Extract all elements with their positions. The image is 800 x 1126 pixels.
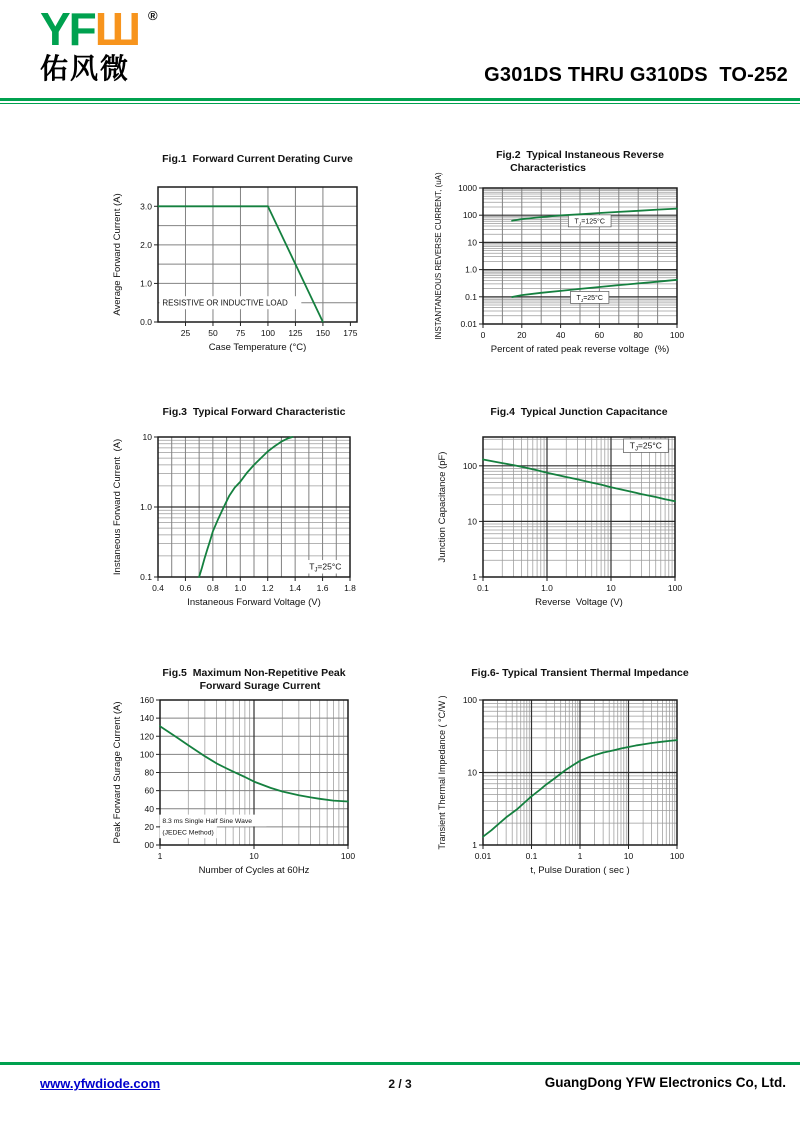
svg-text:20: 20 [144, 821, 154, 832]
svg-text:1: 1 [472, 840, 477, 850]
svg-text:20: 20 [517, 330, 527, 340]
svg-text:100: 100 [667, 583, 683, 593]
svg-text:80: 80 [144, 767, 154, 778]
svg-text:100: 100 [340, 851, 356, 861]
svg-text:0.01: 0.01 [474, 851, 492, 861]
svg-text:Transient Thermal Impedance (: Transient Thermal Impedance ( °C/W ) [437, 695, 447, 850]
svg-text:160: 160 [139, 695, 154, 705]
svg-text:1.0: 1.0 [541, 583, 553, 593]
svg-text:10: 10 [467, 237, 477, 248]
svg-text:60: 60 [594, 330, 605, 340]
page-title: G301DS THRU G310DS TO-252 [484, 64, 788, 86]
svg-text:150: 150 [315, 328, 331, 338]
svg-text:2.0: 2.0 [140, 239, 152, 250]
svg-text:(JEDEC Method): (JEDEC Method) [162, 829, 214, 837]
svg-text:120: 120 [139, 731, 154, 742]
svg-text:100: 100 [462, 210, 477, 221]
svg-text:1: 1 [472, 572, 477, 582]
svg-text:TJ=125°C: $T_J=125^\circ C$ [574, 218, 605, 228]
svg-text:175: 175 [343, 328, 358, 338]
svg-text:40: 40 [144, 803, 154, 814]
svg-text:60: 60 [144, 785, 154, 796]
registered-trademark-icon: ® [148, 8, 158, 23]
svg-text:1: 1 [157, 851, 163, 861]
svg-text:1.4: 1.4 [289, 583, 302, 593]
fig2-chart [423, 148, 723, 380]
svg-text:3.0: 3.0 [140, 201, 152, 212]
svg-text:Fig.1 Forward Current Deratin: Fig.1 Forward Current Derating Curve [162, 153, 353, 165]
svg-text:100: 100 [669, 330, 685, 340]
svg-text:Case Temperature (°C): Case Temperature (°C) [208, 342, 307, 353]
header-divider [0, 98, 800, 104]
yfw-logo [40, 3, 158, 84]
fig6-chart [423, 663, 723, 899]
svg-text:1.0: 1.0 [465, 264, 477, 275]
fig5-chart [98, 663, 398, 899]
svg-text:1.0: 1.0 [140, 502, 152, 512]
svg-text:0.4: 0.4 [152, 583, 164, 593]
svg-text:10: 10 [467, 767, 477, 778]
logo-chinese-name: 佑风微 [40, 53, 131, 84]
svg-text:1.0: 1.0 [234, 583, 247, 593]
svg-text:10: 10 [142, 432, 152, 442]
website-link[interactable]: www.yfwdiode.com [40, 1076, 161, 1091]
svg-text:10: 10 [623, 851, 634, 861]
svg-text:Percent of rated peak reverse: Percent of rated peak reverse voltage (%) [490, 344, 670, 355]
svg-text:1.0: 1.0 [140, 278, 152, 289]
svg-text:Instaneous Forward Voltage (V): Instaneous Forward Voltage (V) [187, 597, 321, 608]
svg-text:10: 10 [606, 583, 616, 593]
svg-text:0.0: 0.0 [140, 317, 152, 327]
svg-text:100: 100 [462, 695, 477, 705]
logo-yf-letters: YF [40, 3, 95, 55]
svg-text:TJ=25°C: $T_J=25^\circ C$ [629, 440, 662, 453]
yfw-logo-text [40, 3, 140, 55]
svg-text:Number of Cycles at 60Hz: Number of Cycles at 60Hz [198, 865, 310, 876]
fig1-chart [98, 148, 398, 380]
svg-text:125: 125 [288, 328, 303, 338]
svg-text:100: 100 [139, 749, 154, 760]
svg-text:0.8: 0.8 [206, 583, 219, 593]
svg-text:Instaneous Forward Current (A: Instaneous Forward Current (A) [112, 438, 123, 576]
svg-text:1: 1 [577, 851, 583, 861]
svg-text:10: 10 [467, 516, 477, 527]
svg-text:Fig.5 Maximum Non-Repetitive: Fig.5 Maximum Non-Repetitive Peak [162, 667, 346, 679]
svg-text:80: 80 [633, 330, 643, 340]
svg-text:0.1: 0.1 [465, 291, 477, 302]
svg-text:1.2: 1.2 [261, 583, 274, 593]
svg-text:RESISTIVE OR INDUCTIVE LOAD: RESISTIVE OR INDUCTIVE LOAD [162, 298, 288, 308]
svg-text:1.8: 1.8 [344, 583, 356, 593]
svg-text:0.01: 0.01 [460, 319, 477, 329]
svg-text:25: 25 [180, 328, 191, 338]
svg-text:Fig.4 Typical Junction Capaci: Fig.4 Typical Junction Capacitance [490, 406, 668, 418]
svg-text:00: 00 [144, 840, 154, 850]
svg-text:0: 0 [480, 330, 486, 340]
svg-text:INSTANTANEOUS REVERSE CURRENT,: INSTANTANEOUS REVERSE CURRENT, (uA) [434, 172, 443, 340]
svg-text:t, Pulse Duration ( sec ): t, Pulse Duration ( sec ) [530, 865, 630, 876]
svg-text:100: 100 [260, 328, 276, 338]
svg-text:10: 10 [249, 851, 259, 861]
svg-text:Fig.6- Typical Transient Therm: Fig.6- Typical Transient Thermal Impedance [471, 667, 689, 679]
svg-text:1.6: 1.6 [316, 583, 329, 593]
svg-text:Characteristics: Characteristics [510, 162, 586, 174]
svg-text:Junction Capacitance (pF): Junction Capacitance (pF) [437, 451, 448, 563]
svg-text:TJ=25°C: $T_J=25^\circ C$ [309, 561, 342, 574]
svg-text:TJ=25°C: $T_J=25^\circ C$ [576, 294, 603, 304]
svg-text:50: 50 [208, 328, 218, 338]
svg-text:Peak Forward Surage Current (A: Peak Forward Surage Current (A) [112, 701, 123, 844]
svg-text:Fig.3 Typical Forward Charact: Fig.3 Typical Forward Characteristic [162, 406, 346, 418]
svg-text:Forward Surage Current: Forward Surage Current [199, 680, 321, 692]
svg-text:0.1: 0.1 [477, 583, 489, 593]
fig4-chart [423, 400, 723, 632]
svg-text:0.1: 0.1 [140, 572, 152, 582]
svg-text:Fig.2 Typical Instaneous Reve: Fig.2 Typical Instaneous Reverse [496, 149, 664, 161]
svg-text:8.3 ms Single Half Sine Wave: 8.3 ms Single Half Sine Wave [162, 817, 253, 825]
svg-text:100: 100 [669, 851, 685, 861]
page-number: 2 / 3 [388, 1077, 412, 1091]
svg-text:140: 140 [139, 713, 154, 724]
footer-divider [0, 1062, 800, 1065]
svg-text:0.6: 0.6 [179, 583, 192, 593]
svg-text:40: 40 [555, 330, 566, 340]
svg-text:0.1: 0.1 [525, 851, 538, 861]
svg-text:100: 100 [462, 460, 477, 471]
svg-text:75: 75 [235, 328, 246, 338]
svg-text:Average Forward Current (A): Average Forward Current (A) [112, 193, 123, 316]
svg-text:1000: 1000 [458, 183, 477, 193]
svg-text:Reverse Voltage (V): Reverse Voltage (V) [535, 597, 623, 608]
company-name: GuangDong YFW Electronics Co, Ltd. [544, 1075, 786, 1090]
logo-w-letter: Ш [94, 3, 140, 55]
fig3-chart [98, 400, 398, 632]
